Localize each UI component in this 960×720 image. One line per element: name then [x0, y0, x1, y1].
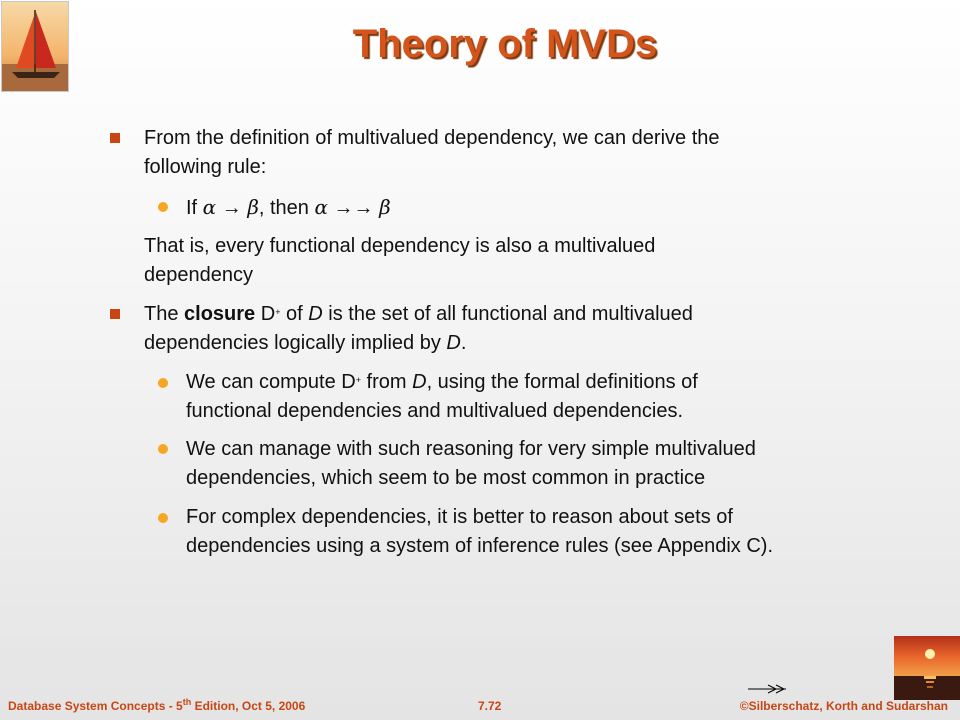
b2-rest: is the set of all functional and multivalued: [322, 303, 693, 325]
square-bullet-icon: [110, 309, 120, 319]
footer-source-sup: th: [182, 697, 192, 707]
footer-copyright: ©Silberschatz, Korth and Sudarshan: [739, 699, 948, 713]
b2-line2-a: dependencies logically implied by: [144, 332, 447, 354]
sub-1-line-2: functional dependencies and multivalued dependencies.: [186, 400, 684, 422]
rule-if: If: [186, 197, 203, 219]
sunset-image: [894, 636, 960, 700]
rule-beta-2: β: [379, 195, 391, 219]
rule-fd-arrow: →: [216, 197, 248, 219]
bullet-1-line-1: From the definition of multivalued dependency, we can derive the: [144, 127, 720, 149]
s1-from: from: [360, 371, 413, 393]
dot-bullet-icon: [158, 513, 168, 523]
rule-beta: β: [247, 195, 259, 219]
sub-2-line-1: We can manage with such reasoning for very simple multivalued: [186, 438, 756, 460]
s1-D: D: [412, 371, 427, 393]
bullet-1-line-2: following rule:: [144, 156, 267, 178]
b2-plus: +: [275, 307, 281, 317]
footer-source-a: Database System Concepts - 5: [8, 699, 183, 713]
note-line-1: That is, every functional dependency is also a multivalued: [144, 235, 656, 257]
rule-line: [186, 193, 391, 223]
b2-d: D: [255, 303, 276, 325]
note-line-2: dependency: [144, 264, 253, 286]
double-arrow-icon: [746, 683, 790, 695]
bullet-2-line-1: [144, 300, 693, 329]
dot-bullet-icon: [158, 202, 168, 212]
rule-alpha: α: [202, 195, 217, 219]
s1-rest: , using the formal definitions of: [426, 371, 698, 393]
rule-alpha-2: α: [314, 195, 328, 219]
dot-bullet-icon: [158, 444, 168, 454]
sub-1-line-1: [186, 368, 698, 397]
dot-bullet-icon: [158, 378, 168, 388]
b2-line2-end: .: [460, 332, 467, 354]
s1-plus: +: [355, 375, 361, 385]
b2-closure: closure: [184, 303, 256, 325]
b2-the: The: [144, 303, 185, 325]
rule-mvd-arrow: →→: [328, 197, 380, 219]
sub-2-line-2: dependencies, which seem to be most common in practice: [186, 467, 706, 489]
footer-page-number: 7.72: [478, 699, 502, 713]
s1-a: We can compute D: [186, 371, 356, 393]
b2-line2-D: D: [446, 332, 461, 354]
slide-title: Theory of MVDs: [352, 22, 658, 66]
sub-3-line-2: dependencies using a system of inference rules (see Appendix C).: [186, 535, 774, 557]
bullet-2-line-2: [144, 329, 466, 358]
rule-then: , then: [258, 197, 315, 219]
square-bullet-icon: [110, 133, 120, 143]
footer-source-b: Edition, Oct 5, 2006: [191, 699, 306, 713]
b2-D: D: [308, 303, 323, 325]
sub-3-line-1: For complex dependencies, it is better to reason about sets of: [186, 506, 733, 528]
b2-of: of: [280, 303, 309, 325]
footer-source: [8, 699, 305, 713]
